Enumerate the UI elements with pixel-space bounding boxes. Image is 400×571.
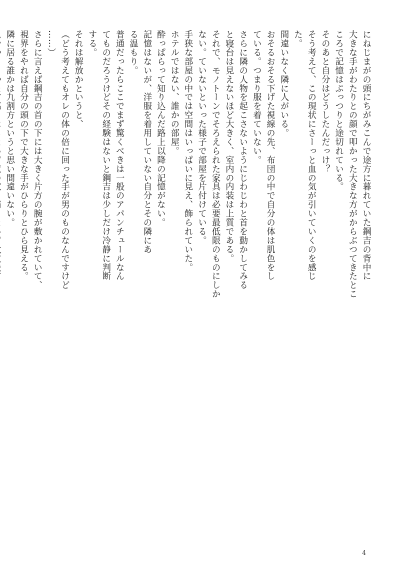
paragraph: 間違いなく隣に人がいる。 おそるおそる下げた視線の先、布団の中で自分の体は肌色をし ている。つまり服を着ていない。 さらに隣の人物を起こさないようにじわじわと首を動かしてみる と寝台は見えないほど大きく、室内の内装は上質である。 それで、モノトーンでそろえられた家具は必要最低限のものにしか ない。ていないといった様子で部屋を片付けている。 手狭な部屋の中では空間はいっぱいに見え、飾られていた。 ホテルではない、誰かの部屋。 酔っぱらって知り込んだ路上以降の記憶がない。 記憶はないが、洋服を着用していない自分とその隣にあ る温もり。 普通だったらここでまず驚くべきは一般のアパンチュールなん てものだろうけどその経験はないと鋼吉は少しだけ冷静に判断 する。 <box>86 30 289 299</box>
paragraph: それは解放かというと、 （どう考えてもオレの体の倍に回った手が男のものなんですけど ……） さらに言えば鋼吉の首の下には大きく片方の腕が敷かれていて、 視界をやれば自分の頭の下で大きな手がひらりとひら見える。 隣に居る誰かは九割方というと思い間違いない。 <box>4 30 84 290</box>
vertical-text-body <box>4 30 372 535</box>
page-number: 4 <box>362 550 366 557</box>
paragraph: にねじまがの頭にちがみこんで途方に暮れていた鋼吉の背中に 大きな手がわたりとの顔で叩かった大きな方がからぶつてきたとこ ころで記憶はぷっつりと途切れている。 そのあと自分はどうしたんだっけ？ そう考えて、この現状にさーっと血の気が引いていくのを感じ た。 <box>292 30 371 299</box>
